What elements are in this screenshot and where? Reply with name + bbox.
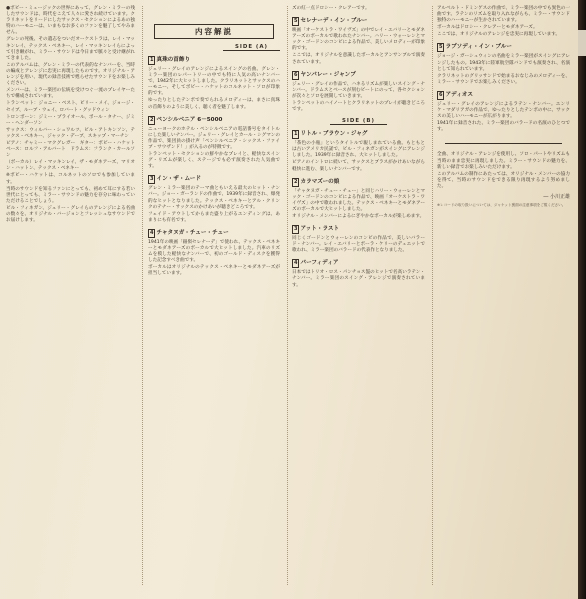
body-paragraph: フェイド・アウトしてからまた盛り上がるエンディングは、あまりにも有名です。	[148, 211, 280, 223]
track-heading	[292, 71, 425, 80]
body-paragraph: ビル・フィネガン、ジェリー・グレイらのアレンジによる名曲の数々を、オリジナル・バージョンとフレッシュなサウンドでお届けします。	[6, 205, 135, 224]
body-paragraph: 日本ではトリオ・ロス・パンチョス盤のヒットで名高いラテン・ナンバー。ミラー楽団のスイング・アレンジで演奏されています。	[292, 270, 425, 288]
track-number: 2	[294, 178, 298, 185]
body-paragraph: メンバーは、ミラー楽団の伝統を受けつぐ一流のプレイヤーたちで構成されています。	[6, 88, 135, 100]
body-paragraph: 映画「オーケストラ・ワイヴズ」の中でレイ・エバリーとモダネアーズのボーカルで歌われたナンバー。ハリー・ウォーレンとマック・ゴードンのコンビによる作品で、美しいメロディーが印象的です。	[292, 28, 425, 52]
body-paragraph: 同じくゴードンとウォーレンのコンビの作品で、美しいバラード・ナンバー。レイ・エバリーとポーラ・ケリーのデュエットで歌われ、ミラー楽団のバラードの代表作となりました。	[292, 236, 425, 254]
notes-column-1	[6, 6, 140, 589]
body-paragraph: このアルバムは、グレン・ミラーの代表的なナンバーを、当時の編成とアレンジに忠実に再現したものです。オリジナル・アレンジを用い、現代の録音技術で甦らせたサウンドをお楽しみください。	[6, 62, 135, 87]
track-title: ペンシルベニア 6－5000	[156, 116, 223, 123]
notes-title: 内容解説	[154, 24, 274, 39]
track-heading	[148, 116, 280, 125]
track-title: ヤンパレー・ジャンプ	[300, 71, 356, 78]
body-paragraph: トランペット・セクションの鮮やかなプレイと、軽快なスイング・リズムが楽しく、ステージでも必ず演奏された人気曲です。	[148, 152, 280, 170]
track-heading	[292, 259, 425, 268]
track-title: ラプソディ・イン・ブルー	[445, 44, 512, 51]
body-paragraph: ジェリー・グレイのアレンジによるスイングの名曲。グレン・ミラー楽団のレパートリーの中でも特に人気の高いナンバーで、1942年に大ヒットしました。クラリネットとサックスのハーモニー、そしてボビー・ハケットのコルネット・ソロが印象的です。	[148, 67, 280, 97]
body-paragraph: トロンボーン：ジミー・プライオール、ポール・タナー、ジミー・ヘンダーソン	[6, 114, 135, 126]
track-number: 3	[294, 226, 298, 233]
body-paragraph: 「茶色の小瓶」というタイトルで親しまれている曲。もともとは古いアメリカ民謡で、ビル・フィネガンがスイングにアレンジしました。1939年に録音され、大ヒットしました。	[292, 141, 425, 159]
track-heading	[437, 43, 570, 52]
body-paragraph: ピアノ：チャミー・マクグレガー ギター：ボビー・ハケット ベース：ロルフ・アルバート ドラムス：フランク・カールソン	[6, 140, 140, 159]
track-heading	[292, 130, 425, 139]
track-number: 6	[439, 91, 443, 98]
body-paragraph: （ボーカル）レイ・マッキンレイ、ザ・モダネアーズ、マリオン・ハットン、テックス・ベネキー	[6, 160, 135, 172]
column-divider	[142, 6, 143, 585]
track-number: 5	[439, 44, 443, 51]
track-heading	[148, 56, 280, 65]
body-paragraph: グレンの死後、その遺志をついだオーケストラは、レイ・マッキンレイ、テックス・ベネキー、レイ・マッキンレイらによって引き継がれ、ミラー・サウンドは今日まで脈々と受け継がれてきました。	[6, 37, 135, 61]
track-title: カラマズーの娘	[300, 178, 340, 185]
track-title: リトル・ブラウン・ジャグ	[300, 131, 368, 138]
body-paragraph: 「チャタヌガ・チュー・チュー」と同じハリー・ウォーレンとマック・ゴードンのコンビによる作品で、映画「オーケストラ・ワイヴズ」の中で歌われました。テックス・ベネキーとモダネアーズのボーカルで大ヒットしました。	[292, 188, 425, 212]
track-heading	[292, 225, 425, 234]
notes-column-3	[292, 6, 425, 589]
track-title: イン・ザ・ムード	[156, 176, 201, 183]
track-title: アディオス	[445, 91, 473, 98]
track-number: 4	[294, 260, 298, 267]
track-title: チャタヌガ・チュー・チュー	[156, 229, 229, 236]
body-paragraph: ジョージ・ガーシュウィンの名曲をミラー楽団がスイングにアレンジしたもの。1943年に陸軍航空隊バンドでも演奏され、名演として知られています。	[437, 54, 570, 72]
side-b-label: SIDE (B)	[330, 118, 387, 125]
body-paragraph: クラリネットのグリッサンドで始まるおなじみのメロディーを、ミラー・サウンドでお楽しみください。	[437, 73, 570, 85]
body-paragraph: ニューヨークのホテル・ペンシルベニアの電話番号をタイトルにした楽しいナンバー。ジェリー・グレイとカール・シグマンの作品で、楽団員の掛け声「ペンシルベニア・シックス・ファイブ・サウザンド！」が入るのが特徴です。	[148, 126, 280, 150]
body-paragraph: 当時のサウンドを知るファンにとっても、初めて耳にする若い世代にとっても、ミラー・サウンドの魅力を存分に味わっていただけることでしょう。	[6, 186, 135, 204]
track-heading	[148, 229, 280, 238]
body-paragraph: ゆったりとしたテンポで奏でられるメロディーは、まさに真珠の首飾りのように美しく、聴く者を魅了します。	[148, 98, 280, 110]
track-title: アット・ラスト	[300, 226, 340, 233]
edge-tab	[578, 30, 586, 56]
track-heading	[148, 175, 280, 184]
notes-column-2	[148, 6, 280, 589]
body-paragraph: 全曲、オリジナル・アレンジを使用し、ソロ・パートやリズムも当時のまま忠実に再現しました。ミラー・サウンドの魅力を、新しい録音でお楽しみいただけます。	[437, 152, 570, 170]
body-paragraph: ※ボビー・ハケットは、コルネットのソロでも参加しています。	[6, 173, 135, 185]
body-paragraph: ジェリー・グレイの作品で、ハネるリズムが楽しいスイング・ナンバー。ドラムスとベースが刻むビートにのって、各セクションが次々とソロを展開していきます。	[292, 81, 425, 99]
track-heading	[292, 178, 425, 187]
section-rule	[445, 143, 562, 144]
track-number: 1	[150, 57, 154, 63]
body-paragraph: 1941年の映画「銀嶺セレナーデ」で使われ、テックス・ベネキーとモダネアーズのボーカルで大ヒットしました。汽車のリズムを模した軽快なナンバーで、初のゴールド・ディスクを獲得した記念すべき曲です。	[148, 239, 280, 264]
track-heading	[437, 91, 570, 100]
body-paragraph: ジェリー・グレイのアレンジによるラテン・ナンバー。エンリケ・マダリアガの作品で、ゆったりとしたテンポの中に、サックスの美しいハーモニーが広がります。	[437, 101, 570, 120]
track-title: 真珠の首飾り	[156, 57, 191, 63]
footnote: ※レコードの取り扱いについては、ジャケット裏面の注意事項をご覧ください。	[437, 203, 566, 208]
track-title: パーフィディア	[300, 260, 339, 267]
side-b-heading	[292, 117, 425, 125]
track-number: 1	[294, 131, 298, 138]
track-number: 2	[150, 116, 154, 123]
body-paragraph: ここでは、オリジナルのアレンジを忠実に再現しています。	[437, 32, 561, 38]
column-divider	[432, 6, 433, 585]
sleeve-edge	[578, 0, 586, 599]
side-a-label: SIDE (A)	[223, 44, 280, 51]
notes-column-4	[437, 6, 570, 589]
body-paragraph: トランペット：ジョニー・ベスト、ビリー・メイ、ジョージ・セイブ、ルーブ・ウェイ、ロバート・グッドウィン	[6, 101, 135, 113]
body-paragraph: ボーカルはオリジナルのテックス・ベネキーとモダネアーズが担当しています。	[148, 265, 280, 277]
side-a-heading	[148, 43, 280, 51]
body-paragraph: オリジナル・メンバーによるにぎやかなボーカルが楽しめます。	[292, 213, 425, 219]
body-paragraph: このアルバムの制作にあたっては、オリジナル・メンバーの協力を得て、当時のサウンドをできる限り再現するよう努めました。	[437, 171, 570, 189]
body-paragraph: ピアノのイントロに続いて、サックスとブラスがかけあいながら軽快に進む、楽しいナンバーです。	[292, 160, 425, 172]
author-credit: ― 小川正雄	[543, 193, 570, 200]
body-paragraph: グレン・ミラー楽団のテーマ曲ともいえる最大のヒット・ナンバー。ジョー・ガーランドの作曲で、1939年に録音され、爆発的なヒットとなりました。テックス・ベネキーとアル・クリンクのテナー・サックスのかけあいが聴きどころです。	[148, 186, 280, 210]
body-paragraph: ズの紅一点ドロシー・クレアーです。	[292, 6, 370, 11]
body-paragraph: トランペットのハイノートとクラリネットのプレイが聴きどころです。	[292, 100, 425, 113]
column-divider	[287, 6, 288, 585]
track-number: 6	[294, 71, 298, 78]
track-title: セレナーデ・イン・ブルー	[300, 18, 368, 25]
track-heading	[292, 17, 425, 26]
body-paragraph: サックス：ウィルバー・シュワルツ、ビル・アトキンソン、テックス・ベネキー、ジャック・デーブ、スキップ・マーチン	[6, 127, 135, 139]
track-number: 5	[294, 18, 298, 25]
track-number: 4	[150, 229, 154, 236]
body-paragraph: ●ボビー・ミュージックの世界にあって、グレン・ミラーの残したサウンドは、時代をこえて人々に愛され続けています。クラリネットをリードにしたサックス・セクションによるあの独特のハーモニーは、いまもなお多くのファンを魅了してやみません。	[6, 6, 135, 36]
body-paragraph: アルベルト・ドミンゲスの作曲で、ミラー楽団の中でも異色の一曲です。ラテンのリズムを取り入れながらも、ミラー・サウンド独特のハーモニーが生かされています。	[437, 6, 570, 24]
body-paragraph: 1941年に録音された、ミラー楽団のバラードの名演のひとつです。	[437, 121, 570, 133]
track-number: 3	[150, 176, 154, 183]
body-paragraph: ボーカルはドロシー・クレアーとモダネアーズ。	[437, 25, 538, 31]
body-paragraph: ここでは、オリジナルを意識したボーカルとアンサンブルで演奏されています。	[292, 53, 425, 65]
